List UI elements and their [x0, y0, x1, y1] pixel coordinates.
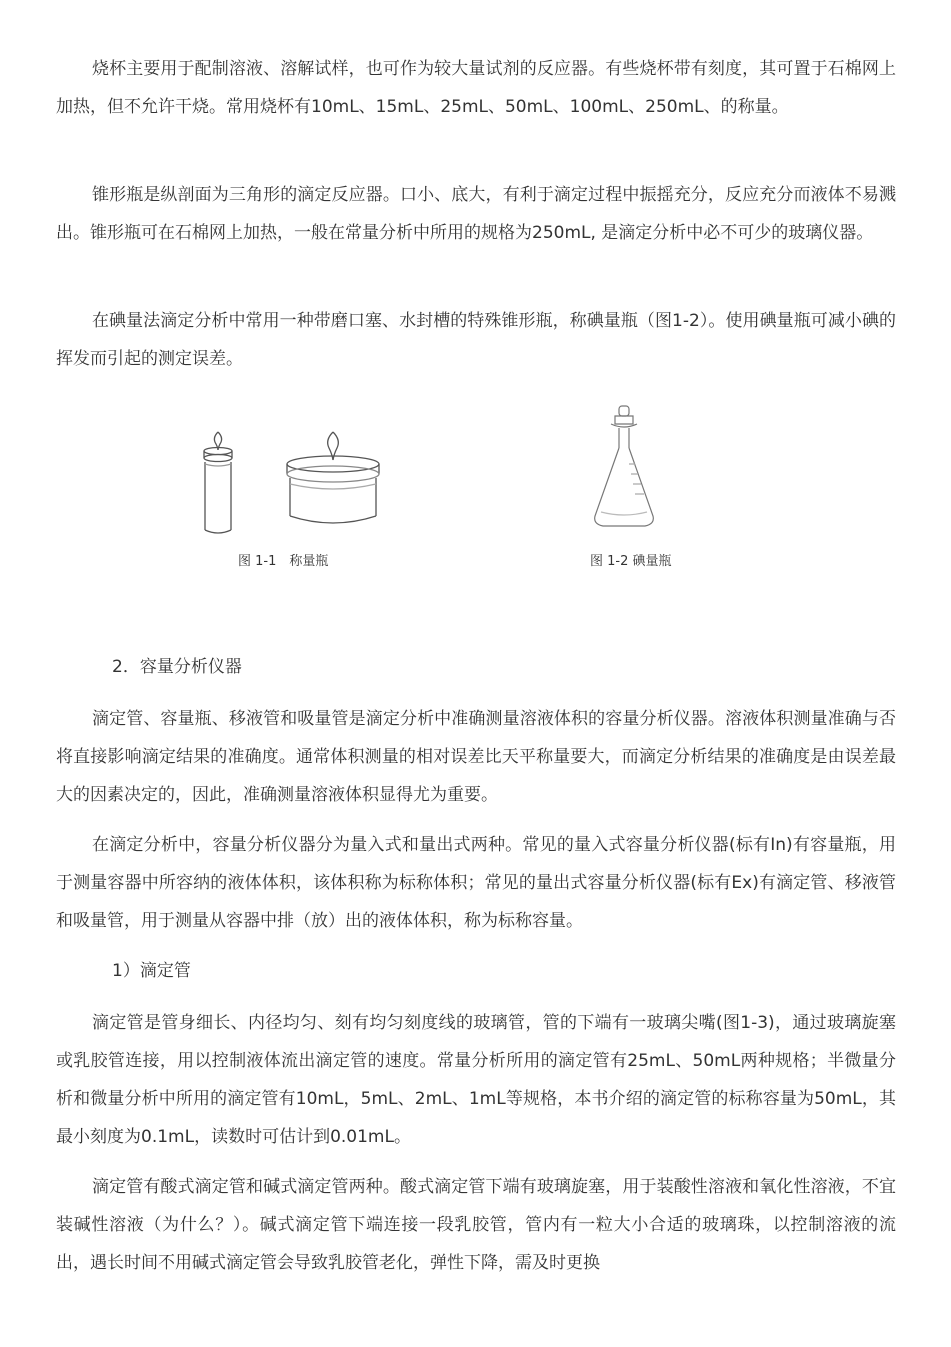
paragraph-burette-types: 滴定管有酸式滴定管和碱式滴定管两种。酸式滴定管下端有玻璃旋塞，用于装酸性溶液和氧化性溶液，不宜装碱性溶液（为什么？）。碱式滴定管下端连接一段乳胶管，管内有一粒大小合适的玻璃珠，以控制溶液的流出，遇长时间不用碱式滴定管会导致乳胶管老化，弹性下降，需及时更换	[56, 1177, 896, 1273]
iodine-flask-illustration	[585, 404, 665, 532]
paragraph-erlenmeyer: 锥形瓶是纵剖面为三角形的滴定反应器。口小、底大，有利于滴定过程中振摇充分，反应充分而液体不易溅出。锥形瓶可在石棉网上加热，一般在常量分析中所用的规格为250mL, 是滴定分析中必不可少的玻璃仪器。	[56, 185, 896, 243]
figure-1-1-caption: 图 1-1 称量瓶	[238, 554, 329, 569]
section-heading-volumetric-instruments: 2．容量分析仪器	[112, 657, 242, 677]
paragraph-beaker: 烧杯主要用于配制溶液、溶解试样，也可作为较大量试剂的反应器。有些烧杯带有刻度，其可置于石棉网上加热，但不允许干烧。常用烧杯有10mL、15mL、25mL、50mL、100mL、250mL、的称量。	[56, 59, 896, 117]
paragraph-volumetric-intro: 滴定管、容量瓶、移液管和吸量管是滴定分析中准确测量溶液体积的容量分析仪器。溶液体积测量准确与否将直接影响滴定结果的准确度。通常体积测量的相对误差比天平称量要大，而滴定分析结果的准确度是由误差最大的因素决定的，因此，准确测量溶液体积显得尤为重要。	[56, 709, 896, 805]
paragraph-iodine-flask: 在碘量法滴定分析中常用一种带磨口塞、水封槽的特殊锥形瓶，称碘量瓶（图1-2）。使用碘量瓶可减小碘的挥发而引起的测定误差。	[56, 311, 896, 369]
figure-1-2-caption: 图 1-2 碘量瓶	[590, 554, 672, 569]
subheading-burette: 1）滴定管	[112, 961, 191, 981]
paragraph-volumetric-types: 在滴定分析中，容量分析仪器分为量入式和量出式两种。常见的量入式容量分析仪器(标有In)有容量瓶，用于测量容器中所容纳的液体体积，该体积称为标称体积；常见的量出式容量分析仪器(标有Ex)有滴定管、移液管和吸量管，用于测量从容器中排（放）出的液体体积，称为标称容量。	[56, 835, 896, 931]
weighing-bottle-illustration	[195, 418, 395, 536]
paragraph-burette-description: 滴定管是管身细长、内径均匀、刻有均匀刻度线的玻璃管，管的下端有一玻璃尖嘴(图1-3)，通过玻璃旋塞或乳胶管连接，用以控制液体流出滴定管的速度。常量分析所用的滴定管有25mL、50mL两种规格；半微量分析和微量分析中所用的滴定管有10mL，5mL、2mL、1mL等规格，本书介绍的滴定管的标称容量为50mL，其最小刻度为0.1mL，读数时可估计到0.01mL。	[56, 1013, 896, 1147]
